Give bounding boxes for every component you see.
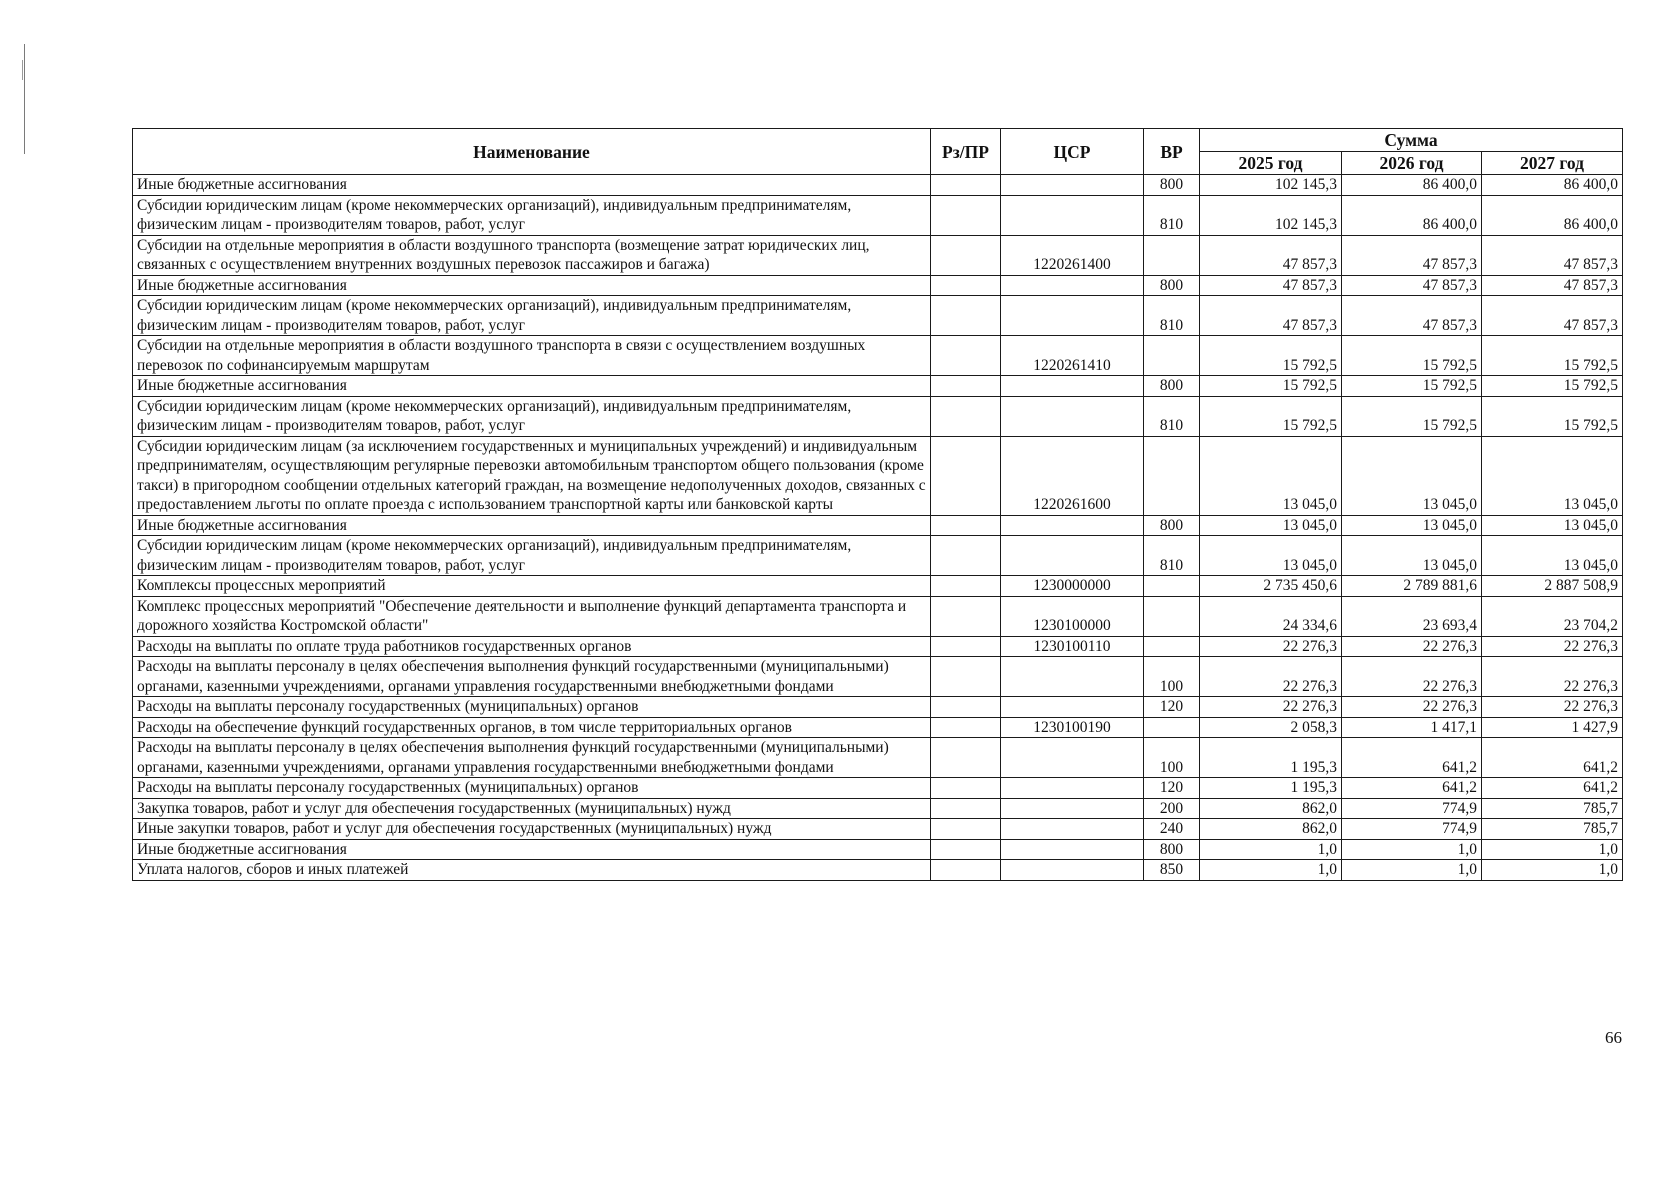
cell-2025: 1,0 [1200,860,1342,881]
cell-2026: 15 792,5 [1342,336,1482,376]
cell-vr: 120 [1144,778,1200,799]
cell-name: Комплексы процессных мероприятий [133,576,931,597]
cell-2027: 15 792,5 [1482,376,1623,397]
cell-2025: 1,0 [1200,839,1342,860]
cell-2025: 22 276,3 [1200,657,1342,697]
cell-csr [1001,195,1144,235]
cell-name: Субсидии на отдельные мероприятия в области воздушного транспорта в связи с осуществлением воздушных перевозок по софинансируемым маршрутам [133,336,931,376]
cell-vr: 810 [1144,396,1200,436]
table-row [133,436,1623,515]
cell-name: Расходы на выплаты по оплате труда работников государственных органов [133,636,931,657]
table-row [133,778,1623,799]
cell-vr: 240 [1144,819,1200,840]
cell-rzpr [931,798,1001,819]
cell-2025: 102 145,3 [1200,195,1342,235]
cell-rzpr [931,336,1001,376]
cell-vr [1144,717,1200,738]
cell-name: Иные бюджетные ассигнования [133,839,931,860]
table-row [133,336,1623,376]
table-row [133,738,1623,778]
cell-name: Расходы на выплаты персоналу государственных (муниципальных) органов [133,697,931,718]
cell-csr [1001,697,1144,718]
cell-rzpr [931,860,1001,881]
table-row [133,860,1623,881]
cell-name: Иные бюджетные ассигнования [133,376,931,397]
cell-2026: 22 276,3 [1342,636,1482,657]
cell-2027: 47 857,3 [1482,235,1623,275]
cell-2025: 47 857,3 [1200,235,1342,275]
cell-rzpr [931,576,1001,597]
cell-rzpr [931,738,1001,778]
cell-csr [1001,275,1144,296]
cell-rzpr [931,657,1001,697]
cell-name: Закупка товаров, работ и услуг для обеспечения государственных (муниципальных) нужд [133,798,931,819]
cell-2027: 22 276,3 [1482,697,1623,718]
cell-csr [1001,798,1144,819]
cell-2026: 47 857,3 [1342,296,1482,336]
cell-2027: 1 427,9 [1482,717,1623,738]
cell-2027: 47 857,3 [1482,296,1623,336]
table-row [133,697,1623,718]
cell-2025: 1 195,3 [1200,778,1342,799]
cell-vr: 200 [1144,798,1200,819]
cell-2025: 102 145,3 [1200,175,1342,196]
cell-vr [1144,235,1200,275]
cell-vr: 800 [1144,515,1200,536]
cell-rzpr [931,636,1001,657]
cell-2026: 1 417,1 [1342,717,1482,738]
cell-rzpr [931,839,1001,860]
cell-rzpr [931,778,1001,799]
cell-name: Субсидии юридическим лицам (кроме некоммерческих организаций), индивидуальным предпринимателям, физическим лицам - производителям товаров, работ, услуг [133,396,931,436]
cell-vr: 810 [1144,195,1200,235]
cell-2025: 47 857,3 [1200,275,1342,296]
header-name: Наименование [133,129,931,175]
cell-csr [1001,536,1144,576]
cell-2027: 641,2 [1482,738,1623,778]
cell-2025: 13 045,0 [1200,436,1342,515]
table-row [133,175,1623,196]
cell-rzpr [931,697,1001,718]
table-row [133,819,1623,840]
cell-vr [1144,436,1200,515]
cell-2026: 23 693,4 [1342,596,1482,636]
cell-rzpr [931,396,1001,436]
cell-name: Расходы на выплаты персоналу в целях обеспечения выполнения функций государственными (муниципальными) органами, казенными учреждениями, органами управления государственными внебюджетными фондами [133,657,931,697]
cell-2026: 47 857,3 [1342,275,1482,296]
cell-csr [1001,396,1144,436]
cell-rzpr [931,296,1001,336]
cell-rzpr [931,717,1001,738]
cell-csr [1001,778,1144,799]
cell-csr: 1230100000 [1001,596,1144,636]
cell-2025: 13 045,0 [1200,515,1342,536]
cell-2026: 774,9 [1342,819,1482,840]
cell-2026: 641,2 [1342,738,1482,778]
budget-table [132,128,1623,881]
cell-name: Субсидии юридическим лицам (кроме некоммерческих организаций), индивидуальным предпринимателям, физическим лицам - производителям товаров, работ, услуг [133,296,931,336]
cell-csr: 1220261400 [1001,235,1144,275]
cell-2025: 47 857,3 [1200,296,1342,336]
cell-name: Расходы на обеспечение функций государственных органов, в том числе территориальных органов [133,717,931,738]
cell-2027: 15 792,5 [1482,396,1623,436]
cell-vr [1144,636,1200,657]
cell-name: Иные бюджетные ассигнования [133,275,931,296]
cell-csr [1001,738,1144,778]
cell-name: Субсидии на отдельные мероприятия в области воздушного транспорта (возмещение затрат юридических лиц, связанных с осуществлением внутренних воздушных перевозок пассажиров и багажа) [133,235,931,275]
cell-csr [1001,819,1144,840]
cell-2025: 862,0 [1200,819,1342,840]
cell-2027: 13 045,0 [1482,515,1623,536]
cell-2026: 13 045,0 [1342,515,1482,536]
cell-rzpr [931,536,1001,576]
cell-2027: 641,2 [1482,778,1623,799]
cell-2026: 1,0 [1342,839,1482,860]
cell-name: Расходы на выплаты персоналу в целях обеспечения выполнения функций государственными (муниципальными) органами, казенными учреждениями, органами управления государственными внебюджетными фондами [133,738,931,778]
cell-name: Комплекс процессных мероприятий "Обеспечение деятельности и выполнение функций департамента транспорта и дорожного хозяйства Костромской области" [133,596,931,636]
cell-2027: 13 045,0 [1482,436,1623,515]
cell-csr: 1220261410 [1001,336,1144,376]
table-row [133,195,1623,235]
cell-2026: 13 045,0 [1342,436,1482,515]
cell-2026: 641,2 [1342,778,1482,799]
cell-2025: 1 195,3 [1200,738,1342,778]
cell-vr [1144,336,1200,376]
cell-rzpr [931,195,1001,235]
cell-2027: 1,0 [1482,839,1623,860]
header-year-2027: 2027 год [1482,152,1623,175]
cell-2027: 1,0 [1482,860,1623,881]
cell-2027: 22 276,3 [1482,636,1623,657]
cell-2025: 24 334,6 [1200,596,1342,636]
header-vr: ВР [1144,129,1200,175]
cell-vr: 800 [1144,175,1200,196]
cell-2026: 86 400,0 [1342,195,1482,235]
cell-2025: 22 276,3 [1200,697,1342,718]
cell-csr: 1230100190 [1001,717,1144,738]
cell-2027: 785,7 [1482,819,1623,840]
header-rzpr: Рз/ПР [931,129,1001,175]
header-year-2025: 2025 год [1200,152,1342,175]
cell-csr [1001,376,1144,397]
cell-name: Субсидии юридическим лицам (кроме некоммерческих организаций), индивидуальным предпринимателям, физическим лицам - производителям товаров, работ, услуг [133,195,931,235]
cell-2027: 86 400,0 [1482,195,1623,235]
cell-vr: 850 [1144,860,1200,881]
cell-2027: 47 857,3 [1482,275,1623,296]
cell-2026: 2 789 881,6 [1342,576,1482,597]
cell-2026: 1,0 [1342,860,1482,881]
cell-rzpr [931,175,1001,196]
cell-rzpr [931,515,1001,536]
scan-edge-line-short [22,60,23,80]
cell-2025: 2 058,3 [1200,717,1342,738]
cell-name: Иные закупки товаров, работ и услуг для обеспечения государственных (муниципальных) нужд [133,819,931,840]
cell-2027: 785,7 [1482,798,1623,819]
cell-2025: 2 735 450,6 [1200,576,1342,597]
table-row [133,717,1623,738]
cell-name: Иные бюджетные ассигнования [133,515,931,536]
cell-2026: 22 276,3 [1342,697,1482,718]
cell-rzpr [931,235,1001,275]
table-row [133,396,1623,436]
header-csr: ЦСР [1001,129,1144,175]
table-row [133,636,1623,657]
cell-2026: 13 045,0 [1342,536,1482,576]
cell-vr: 100 [1144,657,1200,697]
cell-rzpr [931,436,1001,515]
cell-2027: 15 792,5 [1482,336,1623,376]
table-row [133,798,1623,819]
cell-vr: 810 [1144,296,1200,336]
cell-2025: 862,0 [1200,798,1342,819]
cell-2025: 15 792,5 [1200,396,1342,436]
cell-name: Расходы на выплаты персоналу государственных (муниципальных) органов [133,778,931,799]
cell-2027: 23 704,2 [1482,596,1623,636]
cell-name: Субсидии юридическим лицам (кроме некоммерческих организаций), индивидуальным предпринимателям, физическим лицам - производителям товаров, работ, услуг [133,536,931,576]
cell-csr [1001,515,1144,536]
cell-name: Уплата налогов, сборов и иных платежей [133,860,931,881]
cell-csr: 1230100110 [1001,636,1144,657]
cell-2026: 86 400,0 [1342,175,1482,196]
cell-csr [1001,296,1144,336]
cell-2026: 15 792,5 [1342,376,1482,397]
cell-rzpr [931,275,1001,296]
table-row [133,235,1623,275]
header-row-top [133,129,1623,152]
cell-csr [1001,839,1144,860]
cell-vr: 100 [1144,738,1200,778]
header-sum: Сумма [1200,129,1623,152]
cell-csr [1001,175,1144,196]
cell-csr [1001,657,1144,697]
cell-csr: 1230000000 [1001,576,1144,597]
cell-2026: 15 792,5 [1342,396,1482,436]
table-body [133,175,1623,881]
cell-name: Субсидии юридическим лицам (за исключением государственных и муниципальных учреждений) и индивидуальным предпринимателям, осуществляющим регулярные перевозки автомобильным транспортом общего пользования (кроме такси) в пригородном сообщении отдельных категорий граждан, на возмещение недополученных доходов, связанных с предоставлением льготы по оплате проезда с использованием транспортной карты или банковской карты [133,436,931,515]
cell-vr: 800 [1144,839,1200,860]
cell-2027: 86 400,0 [1482,175,1623,196]
page-number: 66 [1605,1028,1622,1047]
cell-csr [1001,860,1144,881]
cell-vr: 800 [1144,275,1200,296]
cell-vr [1144,576,1200,597]
cell-rzpr [931,376,1001,397]
cell-rzpr [931,596,1001,636]
header-year-2026: 2026 год [1342,152,1482,175]
cell-2027: 22 276,3 [1482,657,1623,697]
cell-name: Иные бюджетные ассигнования [133,175,931,196]
table-row [133,839,1623,860]
cell-2025: 13 045,0 [1200,536,1342,576]
table-row [133,657,1623,697]
table-row [133,515,1623,536]
cell-2027: 2 887 508,9 [1482,576,1623,597]
cell-vr: 120 [1144,697,1200,718]
table-row [133,576,1623,597]
cell-2025: 22 276,3 [1200,636,1342,657]
cell-rzpr [931,819,1001,840]
cell-2026: 22 276,3 [1342,657,1482,697]
table-row [133,275,1623,296]
scan-edge-line [24,44,25,154]
table-row [133,536,1623,576]
table-row [133,376,1623,397]
cell-csr: 1220261600 [1001,436,1144,515]
cell-2025: 15 792,5 [1200,336,1342,376]
table-header [133,129,1623,175]
cell-2026: 774,9 [1342,798,1482,819]
cell-vr: 810 [1144,536,1200,576]
cell-2026: 47 857,3 [1342,235,1482,275]
cell-2027: 13 045,0 [1482,536,1623,576]
table-row [133,596,1623,636]
cell-vr [1144,596,1200,636]
cell-vr: 800 [1144,376,1200,397]
cell-2025: 15 792,5 [1200,376,1342,397]
table-row [133,296,1623,336]
